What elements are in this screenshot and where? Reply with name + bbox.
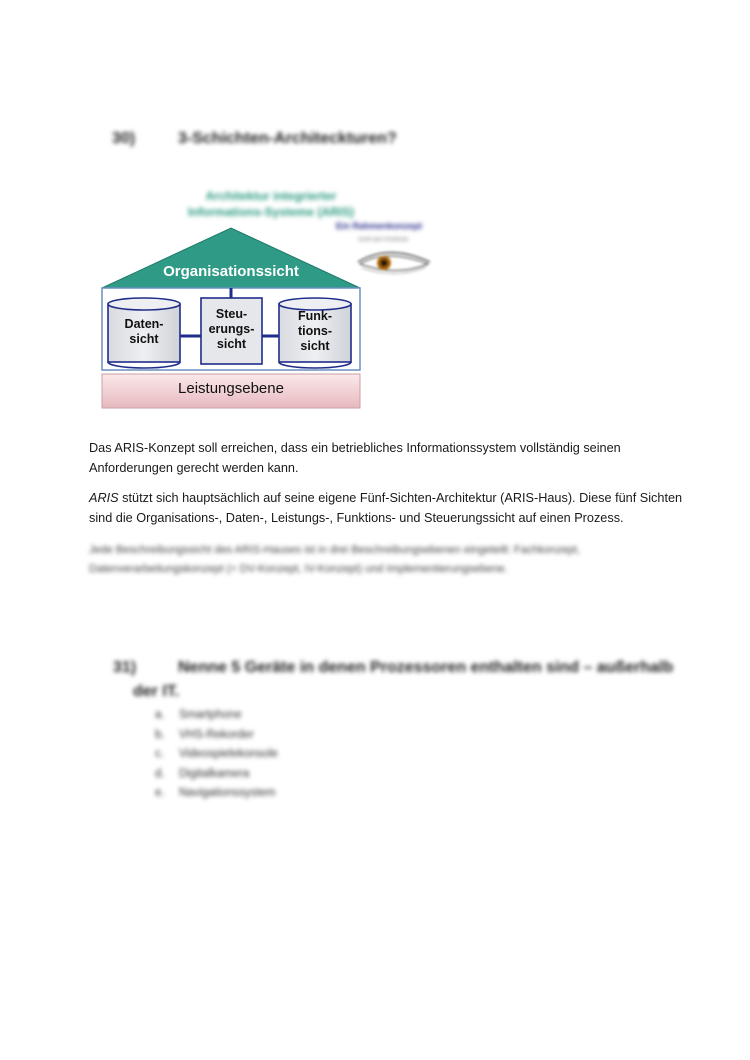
steuerungssicht-line-2: erungs-: [208, 322, 255, 336]
steuerungssicht-label: [201, 307, 262, 352]
datensicht-label: [108, 317, 180, 347]
funktionssicht-line-3: sicht: [300, 339, 330, 353]
section-30-number: 30): [112, 130, 136, 147]
leistungsebene-label: Leistungsebene: [178, 380, 284, 397]
list-item-text: Videospielekonsole: [179, 748, 278, 760]
eye-icon: [358, 253, 430, 274]
list-item: [155, 706, 278, 726]
list-item: [155, 745, 278, 765]
list-item-text: Navigationssystem: [179, 787, 276, 799]
paragraph-description-levels: Jede Beschreibungssicht des ARIS-Hauses ist in drei Beschreibungsebenen eingeteilt: Fachkonzept, Datenverarbeitungskonzept (= DV-Konzept, IV-Konzept) und Implementierungsebene.: [89, 544, 581, 575]
list-item-text: Digitalkamera: [179, 767, 250, 780]
paragraph-aris-house: [89, 488, 689, 528]
funktionssicht-label: [279, 309, 351, 354]
paragraph-aris-house-text: stützt sich hauptsächlich auf seine eigene Fünf-Sichten-Architektur (ARIS-Haus). Diese fünf Sichten sind die Organisations-, Daten-, Leistungs-, Funktions- und Steuerungssicht auf einen Prozess.: [89, 491, 683, 525]
aris-concept-label: Ein Rahmenkonzept: [336, 221, 423, 231]
aris-italic: ARIS: [89, 491, 119, 505]
section-31-number: 31): [113, 659, 137, 676]
list-marker: c.: [155, 748, 164, 760]
list-item: [155, 765, 278, 785]
organisationssicht-label: Organisationssicht: [163, 263, 299, 280]
list-item-text: Smartphone: [179, 709, 242, 721]
device-list: [155, 706, 278, 804]
list-item: [155, 784, 278, 804]
list-item-text: VHS-Rekorder: [179, 728, 254, 741]
datensicht-line-2: sicht: [129, 332, 159, 346]
funktionssicht-line-1: Funk-: [297, 309, 333, 323]
list-marker: e.: [155, 787, 165, 799]
paragraph-aris-goal: Das ARIS-Konzept soll erreichen, dass ein betriebliches Informationssystem vollständig seinen Anforderungen gerecht werden kann.: [89, 441, 621, 475]
aris-diagram-title: [156, 188, 386, 220]
aris-title-line-2: Informations-Systeme (ARIS): [187, 205, 355, 219]
section-31-title-line-1: Nenne 5 Geräte in denen Prozessoren enthalten sind – außerhalb: [178, 659, 674, 676]
list-item: [155, 726, 278, 746]
list-marker: b.: [155, 728, 165, 741]
aris-title-line-1: Architektur integrierter: [205, 189, 337, 203]
aris-house-diagram: [96, 180, 456, 416]
steuerungssicht-line-1: Steu-: [215, 307, 248, 321]
list-marker: d.: [155, 767, 165, 780]
datensicht-line-1: Daten-: [124, 317, 164, 331]
section-30-title: 3-Schichten-Architeckturen?: [178, 130, 397, 147]
section-31-title-line-2: der IT.: [133, 683, 180, 700]
steuerungssicht-line-3: sicht: [216, 337, 247, 351]
funktionssicht-line-2: tions-: [297, 324, 333, 338]
aris-concept-sublabel: Sicht auf Prozesse: [358, 237, 409, 243]
list-marker: a.: [155, 709, 165, 721]
